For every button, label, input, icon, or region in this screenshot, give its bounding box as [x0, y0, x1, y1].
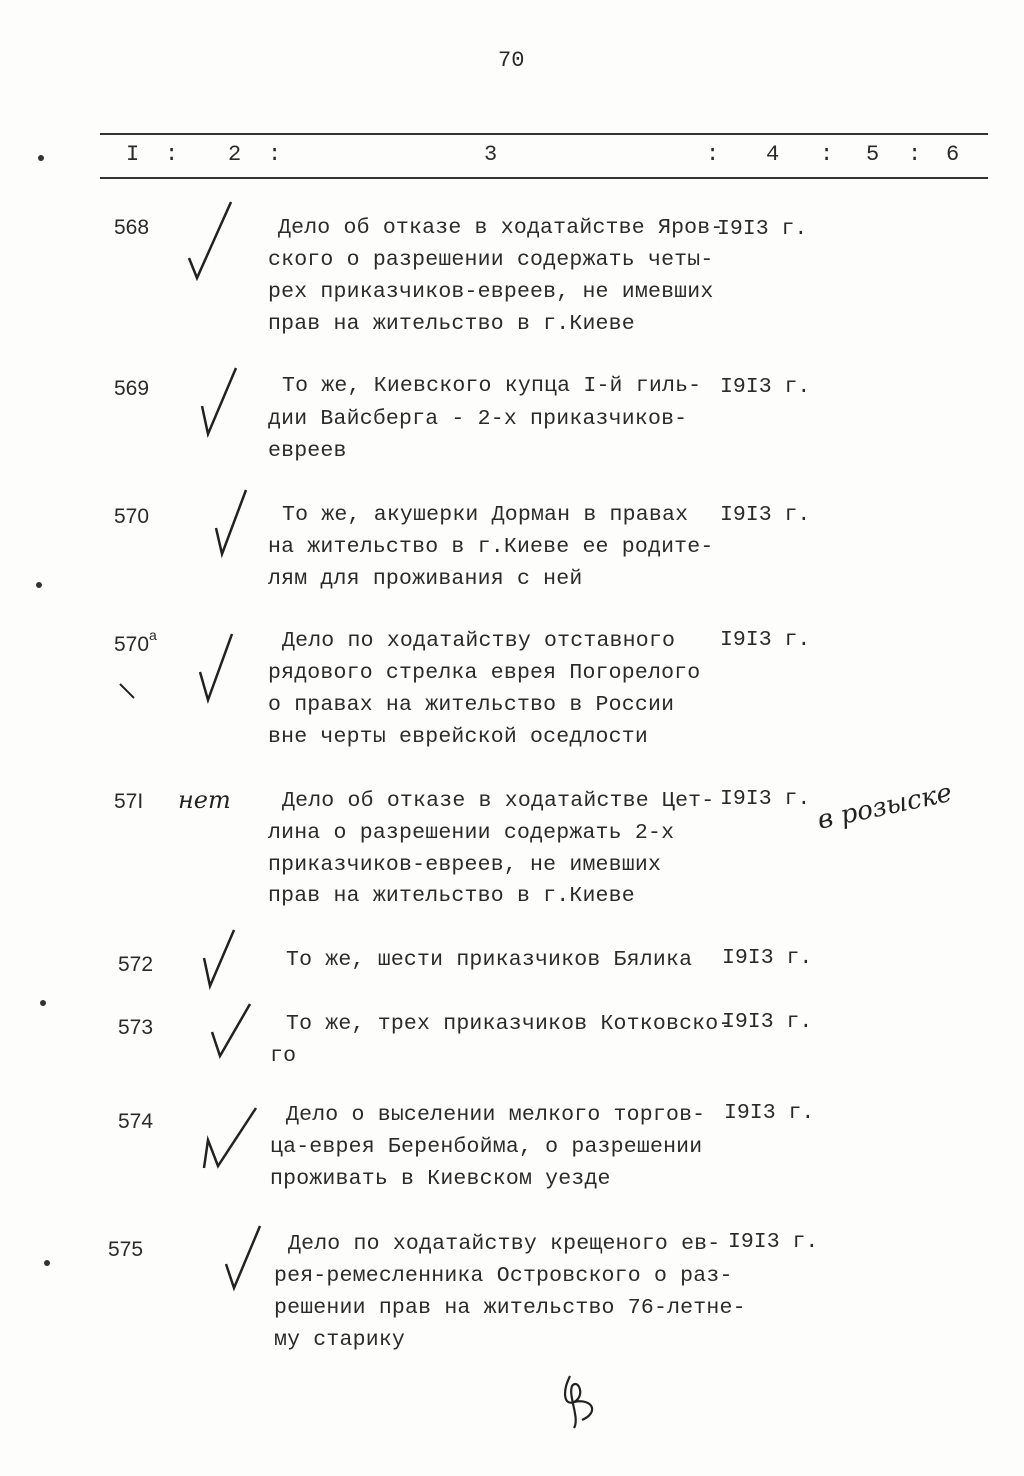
- entry-number: 575: [108, 1238, 144, 1261]
- description-line: му старику: [274, 1328, 406, 1352]
- col-1-header: I: [126, 142, 140, 167]
- entry-number: 574: [118, 1110, 154, 1133]
- page-number: 70: [498, 48, 525, 73]
- check-mark-icon: [222, 1224, 264, 1290]
- punch-hole-mark: [38, 155, 44, 161]
- check-mark-icon: [200, 928, 242, 990]
- col-2-header: 2: [228, 142, 242, 167]
- header-bottom-rule: [100, 177, 988, 179]
- description-line: рех приказчиков-евреев, не имевших: [268, 280, 714, 304]
- description-line: То же, акушерки Дорман в правах: [282, 503, 689, 527]
- description-line: Дело об отказе в ходатайстве Цет-: [282, 789, 715, 813]
- tick-stroke-icon: [118, 682, 138, 702]
- description-line: проживать в Киевском уезде: [270, 1167, 611, 1191]
- year: I9I3 г.: [724, 1101, 815, 1125]
- col-4-header: 4: [766, 142, 780, 167]
- separator: :: [165, 142, 179, 167]
- number-suffix: а: [149, 627, 157, 643]
- separator: :: [908, 142, 922, 167]
- description-line: дии Вайсберга - 2-х приказчиков-: [268, 407, 688, 431]
- description-line: Дело по ходатайству крещеного ев-: [288, 1232, 721, 1256]
- description-line: приказчиков-евреев, не имевших: [268, 853, 662, 877]
- year: I9I3 г.: [722, 946, 813, 970]
- description-line: ского о разрешении содержать четы-: [268, 248, 714, 272]
- description-line: прав на жительство в г.Киеве: [268, 884, 635, 908]
- separator: :: [706, 142, 720, 167]
- punch-hole-mark: [36, 582, 42, 588]
- description-line: рея-ремесленника Островского о раз-: [274, 1264, 733, 1288]
- description-line: лина о разрешении содержать 2-х: [268, 821, 675, 845]
- handwritten-initials-mark: [556, 1372, 606, 1432]
- punch-hole-mark: [40, 1000, 46, 1006]
- handwritten-mark: нет: [178, 786, 231, 814]
- description-line: прав на жительство в г.Киеве: [268, 312, 635, 336]
- punch-hole-mark: [44, 1260, 50, 1266]
- number-base: 570: [114, 633, 150, 656]
- description-line: решении прав на жительство 76-летне-: [274, 1296, 746, 1320]
- description-line: лям для проживания с ней: [268, 567, 583, 591]
- entry-number: [114, 627, 157, 657]
- description-line: на жительство в г.Киеве ее родите-: [268, 535, 714, 559]
- entry-number: 569: [114, 377, 150, 400]
- year: I9I3 г.: [722, 1010, 813, 1034]
- year: I9I3 г.: [720, 628, 811, 652]
- check-mark-icon: [198, 1106, 260, 1172]
- year: I9I3 г.: [717, 217, 808, 241]
- description-line: го: [270, 1044, 297, 1068]
- separator: :: [268, 142, 282, 167]
- year: I9I3 г.: [720, 787, 811, 811]
- year: I9I3 г.: [728, 1230, 819, 1254]
- check-mark-icon: [208, 1002, 254, 1058]
- description-line: Дело по ходатайству отставного: [282, 629, 676, 653]
- handwritten-note: в розыске: [814, 777, 955, 836]
- check-mark-icon: [196, 632, 238, 704]
- description-line: евреев: [268, 439, 347, 463]
- col-5-header: 5: [866, 142, 880, 167]
- description-line: ца-еврея Беренбойма, о разрешении: [270, 1135, 703, 1159]
- year: I9I3 г.: [720, 503, 811, 527]
- description-line: То же, трех приказчиков Котковско-: [286, 1012, 732, 1036]
- entry-number: 573: [118, 1016, 154, 1039]
- description-line: вне черты еврейской оседлости: [268, 725, 648, 749]
- check-mark-icon: [198, 366, 240, 438]
- entry-number: 572: [118, 953, 154, 976]
- entry-number: 570: [114, 505, 150, 528]
- separator: :: [820, 142, 834, 167]
- description-line: То же, шести приказчиков Бялика: [286, 948, 693, 972]
- entry-number: 568: [114, 216, 150, 239]
- year: I9I3 г.: [720, 375, 811, 399]
- entry-number: 57I: [114, 790, 144, 813]
- col-6-header: 6: [946, 142, 960, 167]
- check-mark-icon: [212, 488, 254, 558]
- description-line: о правах на жительство в России: [268, 693, 675, 717]
- col-3-header: 3: [484, 142, 498, 167]
- description-line: Дело о выселении мелкого торгов-: [286, 1103, 706, 1127]
- description-line: Дело об отказе в ходатайстве Яров-: [278, 216, 724, 240]
- check-mark-icon: [185, 200, 235, 280]
- description-line: То же, Киевского купца I-й гиль-: [282, 374, 702, 398]
- header-top-rule: [100, 133, 988, 135]
- description-line: рядового стрелка еврея Погорелого: [268, 661, 701, 685]
